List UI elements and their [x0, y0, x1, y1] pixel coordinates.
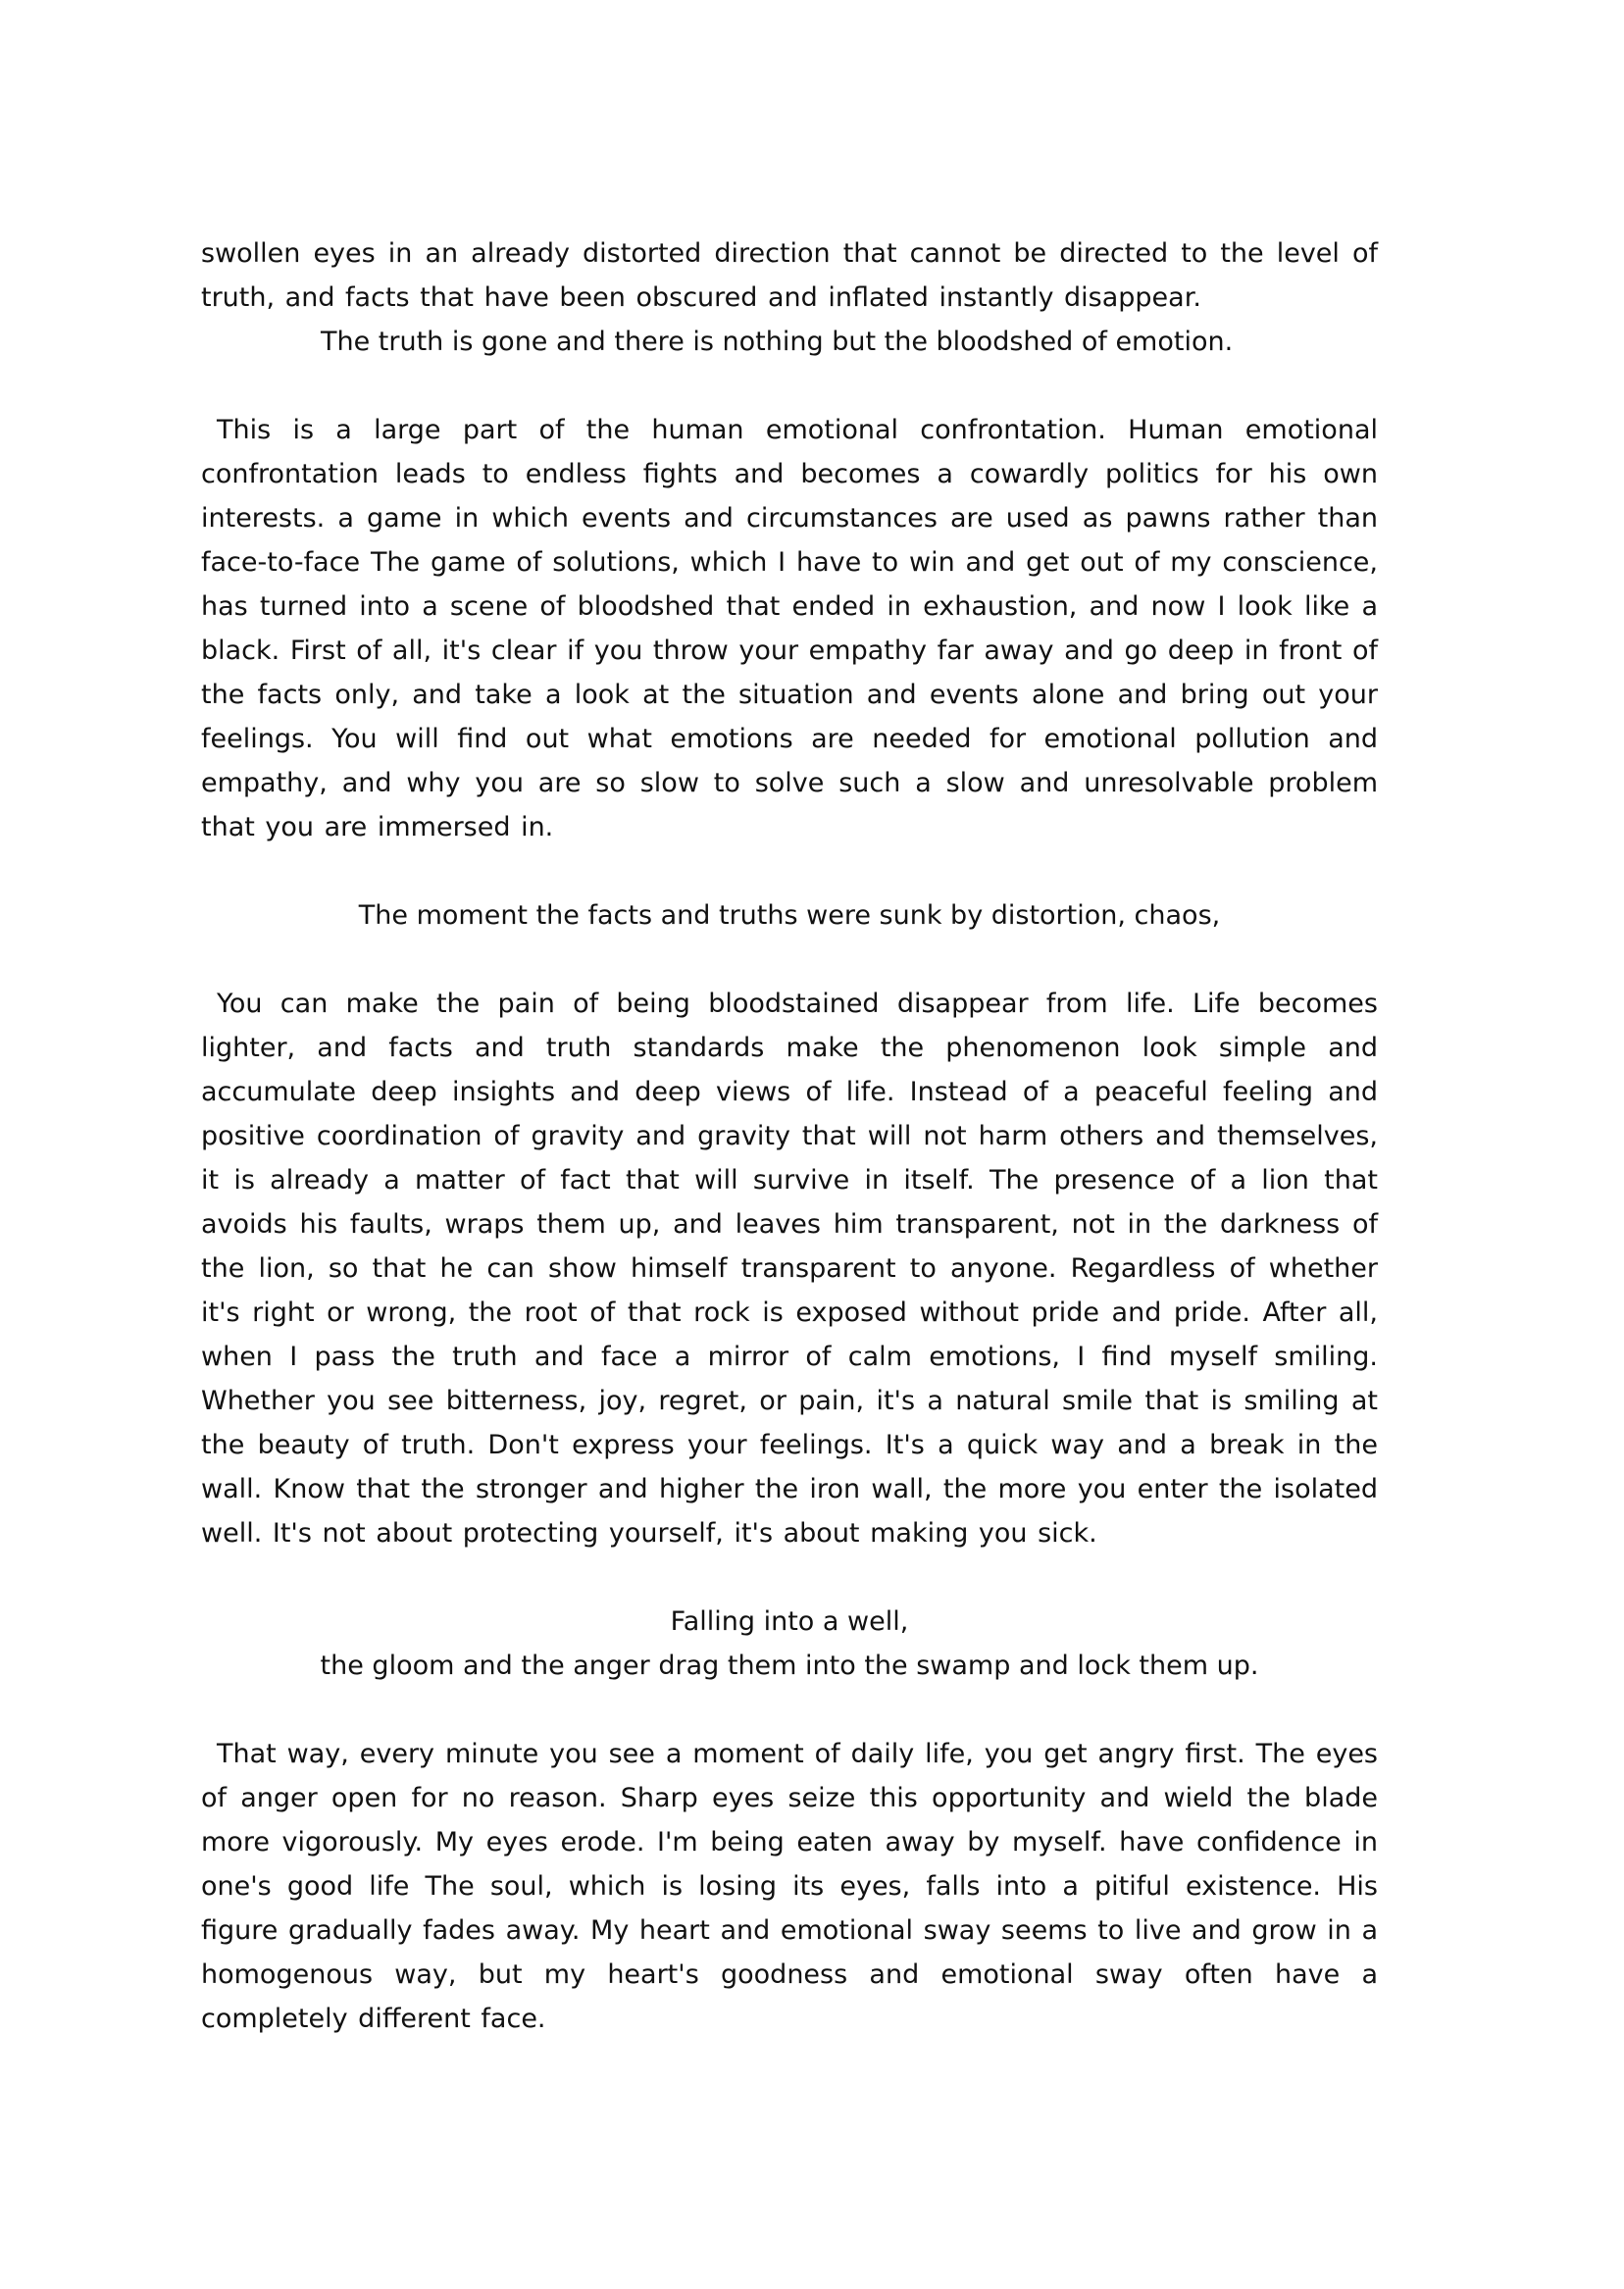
centered-moment-line: The moment the facts and truths were sunk by distortion, chaos,	[358, 900, 1221, 931]
paragraph-confrontation: This is a large part of the human emotional confrontation. Human emotional confrontation leads to endless fights and becomes a cowardly politics for his own interests. a game in which events and circumstances are used as pawns rather than face-to-face The game of solutions, which I have to win and get out of my conscience, has turned into a scene of bloodshed that ended in exhaustion, and now I look like a black. First of all, it's clear if you throw your empathy far away and go deep in front of the facts only, and take a look at the situation and events alone and bring out your feelings. You will find out what emotions are needed for emotional pollution and empathy, and why you are so slow to solve such a slow and unresolvable problem that you are immersed in.	[201, 415, 1378, 842]
paragraph-gap	[201, 364, 1378, 408]
text-column	[201, 231, 1378, 2041]
centered-well-line-1: Falling into a well,	[670, 1606, 909, 1637]
centered-well-line-2: the gloom and the anger drag them into the swamp and lock them up.	[320, 1651, 1259, 1681]
paragraph-pain: You can make the pain of being bloodstained disappear from life. Life becomes lighter, and facts and truth standards make the phenomenon look simple and accumulate deep insights and deep views of life. Instead of a peaceful feeling and positive coordination of gravity and gravity that will not harm others and themselves, it is already a matter of fact that will survive in itself. The presence of a lion that avoids his faults, wraps them up, and leaves him transparent, not in the darkness of the lion, so that he can show himself transparent to anyone. Regardless of whether it's right or wrong, the root of that rock is exposed without pride and pride. After all, when I pass the truth and face a mirror of calm emotions, I find myself smiling. Whether you see bitterness, joy, regret, or pain, it's a natural smile that is smiling at the beauty of truth. Don't express your feelings. It's a quick way and a break in the wall. Know that the stronger and higher the iron wall, the more you enter the isolated well. It's not about protecting yourself, it's about making you sick.	[201, 989, 1378, 1549]
paragraph-gap	[201, 1688, 1378, 1732]
paragraph-gap	[201, 849, 1378, 893]
opening-paragraph: swollen eyes in an already distorted direction that cannot be directed to the level of truth, and facts that have been obscured and inflated instantly disappear.	[201, 238, 1378, 313]
opening-line: The truth is gone and there is nothing but the bloodshed of emotion.	[321, 327, 1234, 357]
paragraph-anger: That way, every minute you see a moment of daily life, you get angry first. The eyes of anger open for no reason. Sharp eyes seize this opportunity and wield the blade more vigorously. My eyes erode. I'm being eaten away by myself. have confidence in one's good life The soul, which is losing its eyes, falls into a pitiful existence. His figure gradually fades away. My heart and emotional sway seems to live and grow in a homogenous way, but my heart's goodness and emotional sway often have a completely different face.	[201, 1739, 1378, 2034]
paragraph-gap	[201, 1555, 1378, 1600]
paragraph-gap	[201, 938, 1378, 982]
